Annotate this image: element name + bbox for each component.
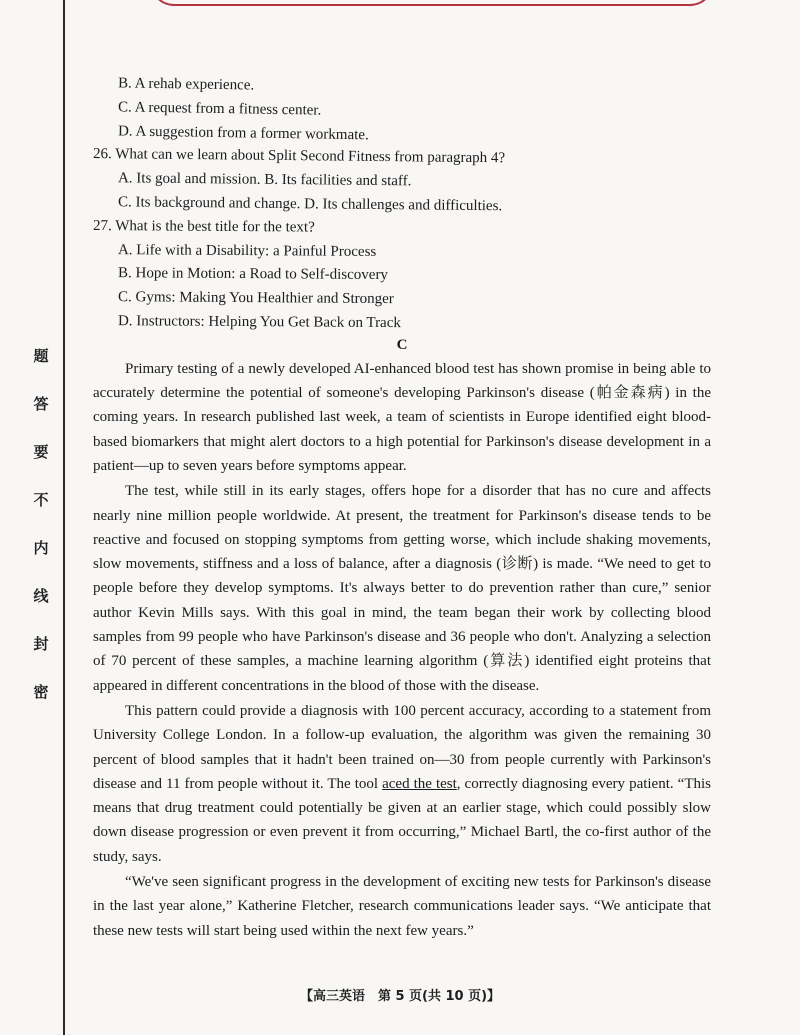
margin-seal-text (30, 345, 52, 703)
q25-option-c: C. A request from a fitness center. (117, 99, 322, 119)
seal-char: 不 (33, 491, 49, 509)
header-band (150, 0, 714, 6)
q27-option-c: C. Gyms: Making You Healthier and Stronger (117, 289, 394, 308)
seal-char: 密 (33, 683, 49, 701)
seal-char: 线 (33, 587, 49, 605)
section-heading: C (396, 336, 408, 353)
seal-char: 要 (33, 443, 49, 461)
passage-paragraph-3-start: This pattern could provide a diagnosis with 100 percent accuracy, according to a statement from University College London. In a follow-up evaluation, the algorithm was given the remaining 30 percent of blood samples that it hadn't been trained on—30 from people currently with Parkinson's disease and 11 from people without it. The tool (93, 702, 711, 792)
passage-paragraph-4: “We've seen significant progress in the development of exciting new tests for Parkinson's disease in the last year alone,” Katherine Fletcher, research communications leader says. “We anticipate that these new tests will start being used within the next few years.” (93, 874, 711, 939)
page-footer: 【高三英语 第 5 页(共 10 页)】 (299, 989, 501, 1004)
q26-option-a: A. Its goal and mission. (117, 170, 261, 188)
binding-line (63, 0, 65, 1035)
seal-char: 封 (33, 635, 49, 653)
q27-option-b: B. Hope in Motion: a Road to Self-discovery (117, 265, 389, 284)
passage-paragraph-2: The test, while still in its early stages, offers hope for a disorder that has no cure and affects nearly nine million people worldwide. At present, the treatment for Parkinson's disease tends to be reactive and focused on stopping symptoms from getting worse, which include shaking movements, slow movements, stiffness and a loss of balance, after a diagnosis (诊断) is made. “We need to get to people before they develop symptoms. It's always better to do prevention rather than cure,” senior author Kevin Mills says. With this goal in mind, the team began their work by collecting blood samples from 99 people who have Parkinson's disease and 36 people who don't. Analyzing a selection of 70 percent of these samples, a machine learning algorithm (算法) identified eight proteins that appeared in different concentrations in the blood of those with the disease. (93, 483, 711, 694)
underlined-phrase: aced the test (382, 775, 457, 792)
q26-option-c: C. Its background and change. (117, 194, 301, 213)
seal-char: 内 (33, 539, 49, 557)
passage-paragraph-3 (93, 699, 711, 869)
q26-stem: 26. What can we learn about Split Second Fitness from paragraph 4? (92, 146, 506, 167)
q27-option-d: D. Instructors: Helping You Get Back on Track (117, 313, 401, 332)
q25-option-d: D. A suggestion from a former workmate. (117, 122, 369, 143)
passage-paragraph-1: Primary testing of a newly developed AI-enhanced blood test has shown promise in being able to accurately determine the potential of someone's developing Parkinson's disease (帕金森病) in the coming years. In research published last week, a team of scientists in Europe identified eight blood-based biomarkers that might alert doctors to a high potential for Parkinson's disease development in a patient—up to seven years before symptoms appear. (93, 360, 711, 474)
q25-option-b: B. A rehab experience. (117, 75, 255, 94)
passage-paragraph-3-end: , correctly diagnosing every patient. “This means that drug treatment could potentially be given at an earlier stage, which could possibly slow down disease progression or even prevent it from occurring,” Michael Bartl, the co-first author of the study, says. (93, 775, 711, 865)
q27-option-a: A. Life with a Disability: a Painful Process (117, 241, 377, 260)
q26-option-b: B. Its facilities and staff. (264, 171, 412, 190)
seal-char: 题 (33, 347, 49, 365)
q27-stem: 27. What is the best title for the text? (92, 217, 315, 236)
page-content (93, 72, 711, 943)
q26-option-d: D. Its challenges and difficulties. (304, 196, 503, 215)
seal-char: 答 (33, 395, 49, 413)
